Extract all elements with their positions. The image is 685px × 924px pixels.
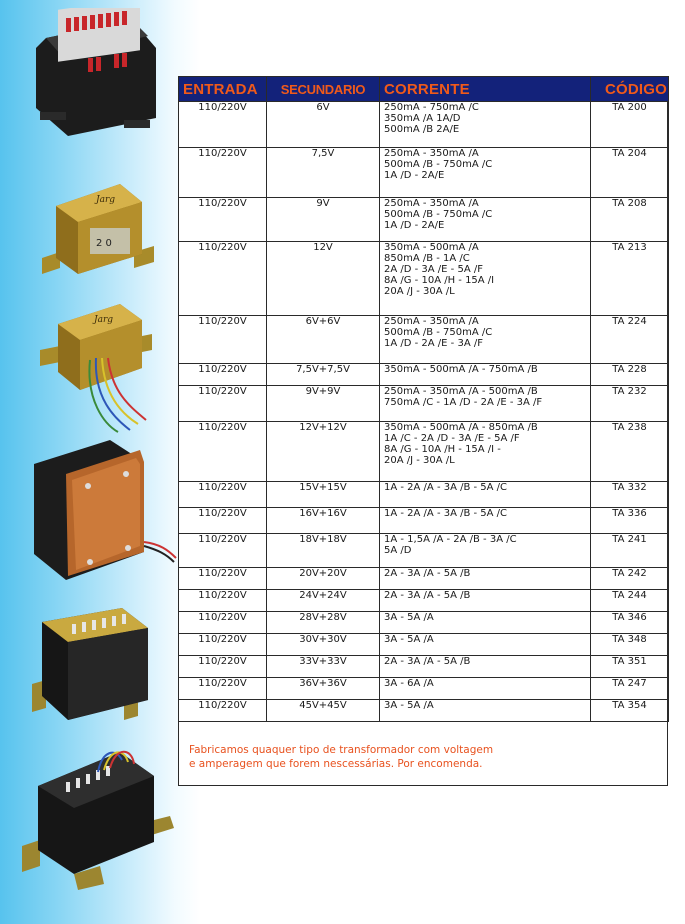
table-row bbox=[179, 198, 669, 242]
cell-secundario: 33V+33V bbox=[267, 656, 380, 678]
table-row bbox=[179, 590, 669, 612]
cell-secundario: 7,5V bbox=[267, 148, 380, 198]
cell-entrada: 110/220V bbox=[179, 482, 267, 508]
table-row bbox=[179, 700, 669, 722]
corrente-line: 350mA - 500mA /A bbox=[384, 242, 479, 253]
transformer-photo-5 bbox=[28, 604, 158, 728]
cell-secundario: 9V+9V bbox=[267, 386, 380, 422]
corrente-line: 8A /G - 10A /H - 15A /I - bbox=[384, 444, 501, 455]
corrente-line: 500mA /B - 750mA /C bbox=[384, 327, 493, 338]
cell-entrada: 110/220V bbox=[179, 198, 267, 242]
cell-secundario: 6V bbox=[267, 102, 380, 148]
cell-entrada: 110/220V bbox=[179, 590, 267, 612]
cell-entrada: 110/220V bbox=[179, 422, 267, 482]
cell-codigo: TA 213 bbox=[591, 242, 669, 316]
table-row bbox=[179, 568, 669, 590]
corrente-line: 1A /D - 2A /E - 3A /F bbox=[384, 338, 483, 349]
table-row bbox=[179, 482, 669, 508]
cell-corrente bbox=[380, 612, 591, 634]
cell-secundario: 16V+16V bbox=[267, 508, 380, 534]
cell-secundario: 45V+45V bbox=[267, 700, 380, 722]
cell-corrente bbox=[380, 482, 591, 508]
corrente-line: 2A - 3A /A - 5A /B bbox=[384, 656, 471, 667]
table-row bbox=[179, 316, 669, 364]
header-corrente: CORRENTE bbox=[380, 77, 591, 102]
table-row bbox=[179, 534, 669, 568]
cell-codigo: TA 351 bbox=[591, 656, 669, 678]
cell-entrada: 110/220V bbox=[179, 634, 267, 656]
cell-entrada: 110/220V bbox=[179, 612, 267, 634]
cell-corrente bbox=[380, 700, 591, 722]
cell-entrada: 110/220V bbox=[179, 508, 267, 534]
cell-codigo: TA 241 bbox=[591, 534, 669, 568]
cell-corrente bbox=[380, 634, 591, 656]
svg-text:2 0: 2 0 bbox=[96, 238, 112, 249]
cell-secundario: 28V+28V bbox=[267, 612, 380, 634]
cell-corrente bbox=[380, 102, 591, 148]
table-row bbox=[179, 634, 669, 656]
cell-corrente bbox=[380, 422, 591, 482]
cell-entrada: 110/220V bbox=[179, 316, 267, 364]
table-row bbox=[179, 242, 669, 316]
cell-secundario: 24V+24V bbox=[267, 590, 380, 612]
corrente-line: 3A - 5A /A bbox=[384, 612, 434, 623]
corrente-line: 1A /C - 2A /D - 3A /E - 5A /F bbox=[384, 433, 520, 444]
cell-corrente bbox=[380, 534, 591, 568]
header-codigo: CÓDIGO bbox=[591, 77, 669, 102]
cell-corrente bbox=[380, 364, 591, 386]
corrente-line: 850mA /B - 1A /C bbox=[384, 253, 470, 264]
corrente-line: 3A - 5A /A bbox=[384, 700, 434, 711]
cell-entrada: 110/220V bbox=[179, 656, 267, 678]
corrente-line: 250mA - 350mA /A bbox=[384, 198, 479, 209]
header-entrada: ENTRADA bbox=[179, 77, 267, 102]
cell-secundario: 12V bbox=[267, 242, 380, 316]
transformer-photo-2 bbox=[32, 178, 162, 278]
table-row bbox=[179, 364, 669, 386]
cell-secundario: 6V+6V bbox=[267, 316, 380, 364]
cell-secundario: 12V+12V bbox=[267, 422, 380, 482]
corrente-line: 3A - 6A /A bbox=[384, 678, 434, 689]
cell-corrente bbox=[380, 508, 591, 534]
cell-codigo: TA 238 bbox=[591, 422, 669, 482]
corrente-line: 1A - 2A /A - 3A /B - 5A /C bbox=[384, 508, 508, 519]
corrente-line: 250mA - 750mA /C bbox=[384, 102, 479, 113]
header-secundario: SECUNDARIO bbox=[267, 77, 380, 102]
corrente-line: 500mA /B - 750mA /C bbox=[384, 159, 493, 170]
corrente-line: 1A - 2A /A - 3A /B - 5A /C bbox=[384, 482, 508, 493]
cell-codigo: TA 228 bbox=[591, 364, 669, 386]
table-row bbox=[179, 656, 669, 678]
cell-entrada: 110/220V bbox=[179, 534, 267, 568]
corrente-line: 8A /G - 10A /H - 15A /I bbox=[384, 275, 495, 286]
cell-secundario: 20V+20V bbox=[267, 568, 380, 590]
cell-codigo: TA 354 bbox=[591, 700, 669, 722]
cell-secundario: 7,5V+7,5V bbox=[267, 364, 380, 386]
cell-secundario: 9V bbox=[267, 198, 380, 242]
cell-codigo: TA 346 bbox=[591, 612, 669, 634]
cell-corrente bbox=[380, 656, 591, 678]
cell-entrada: 110/220V bbox=[179, 700, 267, 722]
corrente-line: 250mA - 350mA /A bbox=[384, 148, 479, 159]
svg-text:Jarg: Jarg bbox=[94, 315, 114, 325]
corrente-line: 350mA - 500mA /A - 850mA /B bbox=[384, 422, 538, 433]
cell-codigo: TA 200 bbox=[591, 102, 669, 148]
cell-entrada: 110/220V bbox=[179, 148, 267, 198]
custom-order-note bbox=[189, 743, 549, 771]
spec-table bbox=[178, 76, 669, 722]
cell-entrada: 110/220V bbox=[179, 678, 267, 700]
transformer-photo-4 bbox=[28, 434, 178, 584]
corrente-line: 250mA - 350mA /A bbox=[384, 316, 479, 327]
cell-secundario: 36V+36V bbox=[267, 678, 380, 700]
table-row bbox=[179, 386, 669, 422]
corrente-line: 1A /D - 2A/E bbox=[384, 220, 445, 231]
cell-codigo: TA 208 bbox=[591, 198, 669, 242]
cell-corrente bbox=[380, 386, 591, 422]
cell-entrada: 110/220V bbox=[179, 242, 267, 316]
table-row bbox=[179, 678, 669, 700]
note-line-1: Fabricamos quaquer tipo de transformador com voltagem bbox=[189, 744, 494, 756]
cell-secundario: 18V+18V bbox=[267, 534, 380, 568]
cell-entrada: 110/220V bbox=[179, 364, 267, 386]
transformer-photo-1 bbox=[28, 8, 158, 140]
corrente-line: 500mA /B - 750mA /C bbox=[384, 209, 493, 220]
table-row bbox=[179, 508, 669, 534]
table-row bbox=[179, 148, 669, 198]
corrente-line: 500mA /B 2A/E bbox=[384, 124, 460, 135]
spec-panel bbox=[178, 76, 668, 786]
transformer-photo-6 bbox=[20, 746, 176, 890]
corrente-line: 250mA - 350mA /A - 500mA /B bbox=[384, 386, 538, 397]
note-line-2: e amperagem que forem nescessárias. Por encomenda. bbox=[189, 758, 483, 770]
table-header-row bbox=[179, 77, 669, 102]
svg-text:Jarg: Jarg bbox=[96, 195, 116, 205]
table-row bbox=[179, 102, 669, 148]
corrente-line: 20A /J - 30A /L bbox=[384, 455, 455, 466]
corrente-line: 3A - 5A /A bbox=[384, 634, 434, 645]
cell-codigo: TA 348 bbox=[591, 634, 669, 656]
corrente-line: 350mA - 500mA /A - 750mA /B bbox=[384, 364, 538, 375]
cell-codigo: TA 204 bbox=[591, 148, 669, 198]
corrente-line: 1A /D - 2A/E bbox=[384, 170, 445, 181]
cell-entrada: 110/220V bbox=[179, 102, 267, 148]
table-row bbox=[179, 422, 669, 482]
cell-codigo: TA 224 bbox=[591, 316, 669, 364]
cell-codigo: TA 232 bbox=[591, 386, 669, 422]
cell-codigo: TA 242 bbox=[591, 568, 669, 590]
corrente-line: 20A /J - 30A /L bbox=[384, 286, 455, 297]
cell-codigo: TA 336 bbox=[591, 508, 669, 534]
cell-codigo: TA 247 bbox=[591, 678, 669, 700]
table-row bbox=[179, 612, 669, 634]
corrente-line: 2A /D - 3A /E - 5A /F bbox=[384, 264, 483, 275]
cell-codigo: TA 332 bbox=[591, 482, 669, 508]
cell-corrente bbox=[380, 316, 591, 364]
cell-entrada: 110/220V bbox=[179, 386, 267, 422]
cell-corrente bbox=[380, 198, 591, 242]
cell-corrente bbox=[380, 568, 591, 590]
corrente-line: 750mA /C - 1A /D - 2A /E - 3A /F bbox=[384, 397, 543, 408]
cell-entrada: 110/220V bbox=[179, 568, 267, 590]
cell-corrente bbox=[380, 590, 591, 612]
corrente-line: 2A - 3A /A - 5A /B bbox=[384, 590, 471, 601]
transformer-photo-3 bbox=[34, 298, 164, 438]
cell-secundario: 15V+15V bbox=[267, 482, 380, 508]
corrente-line: 1A - 1,5A /A - 2A /B - 3A /C bbox=[384, 534, 517, 545]
cell-corrente bbox=[380, 678, 591, 700]
corrente-line: 5A /D bbox=[384, 545, 412, 556]
corrente-line: 350mA /A 1A/D bbox=[384, 113, 461, 124]
cell-codigo: TA 244 bbox=[591, 590, 669, 612]
cell-secundario: 30V+30V bbox=[267, 634, 380, 656]
cell-corrente bbox=[380, 148, 591, 198]
corrente-line: 2A - 3A /A - 5A /B bbox=[384, 568, 471, 579]
cell-corrente bbox=[380, 242, 591, 316]
